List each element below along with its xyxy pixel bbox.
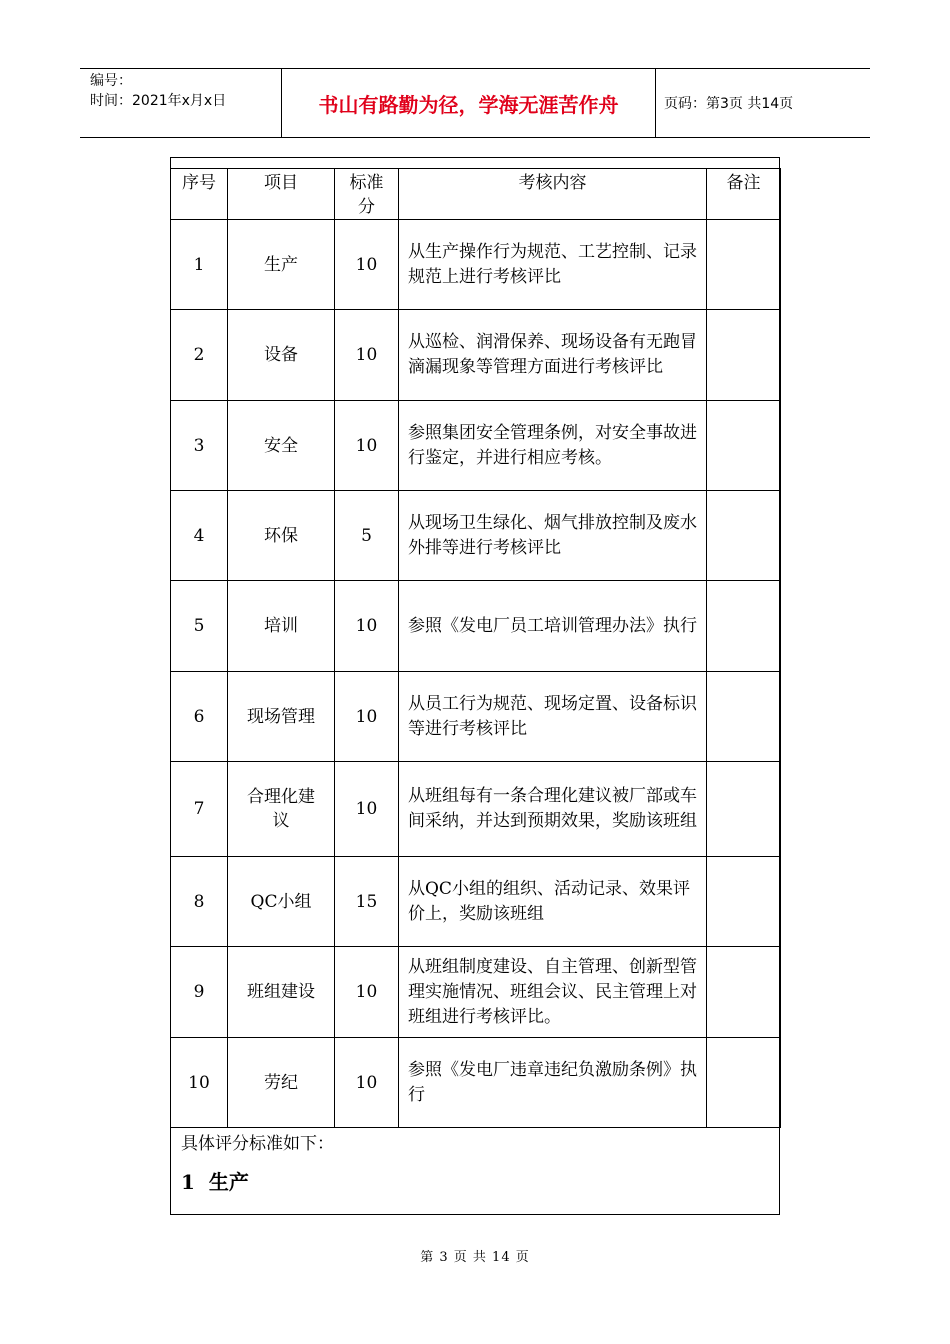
header-meta (80, 69, 282, 137)
row-no: 6 (171, 672, 228, 762)
header-item: 项目 (228, 169, 335, 220)
row-no: 3 (171, 401, 228, 491)
row-no: 10 (171, 1038, 228, 1128)
row-item: 劳纪 (228, 1038, 335, 1128)
table-row (171, 220, 781, 310)
row-item: 合理化建议 (228, 762, 335, 857)
time-label: 时间：2021年x月x日 (90, 93, 227, 109)
header-page-info: 页码：第3页 共14页 (664, 96, 794, 112)
row-remark (707, 401, 781, 491)
row-no: 7 (171, 762, 228, 857)
table-row (171, 672, 781, 762)
table-row (171, 947, 781, 1038)
row-score: 10 (335, 672, 399, 762)
row-score: 5 (335, 491, 399, 581)
row-remark (707, 491, 781, 581)
row-remark (707, 581, 781, 672)
row-no: 5 (171, 581, 228, 672)
row-score: 10 (335, 1038, 399, 1128)
table-row (171, 401, 781, 491)
page-footer: 第 3 页 共 14 页 (420, 1250, 530, 1265)
row-content: 从员工行为规范、现场定置、设备标识等进行考核评比 (399, 672, 707, 762)
header-content: 考核内容 (399, 169, 707, 220)
header-no: 序号 (171, 169, 228, 220)
header-remark: 备注 (707, 169, 781, 220)
table-row (171, 762, 781, 857)
row-score: 10 (335, 762, 399, 857)
row-no: 4 (171, 491, 228, 581)
row-content: 参照《发电厂违章违纪负激励条例》执行 (399, 1038, 707, 1128)
row-remark (707, 857, 781, 947)
row-remark (707, 672, 781, 762)
section-title: 生产 (208, 1170, 249, 1194)
assessment-table (170, 168, 781, 1128)
row-score: 15 (335, 857, 399, 947)
row-remark (707, 762, 781, 857)
row-content: 从巡检、润滑保养、现场设备有无跑冒滴漏现象等管理方面进行考核评比 (399, 310, 707, 401)
row-item: 设备 (228, 310, 335, 401)
row-remark (707, 947, 781, 1038)
row-item: 生产 (228, 220, 335, 310)
row-item: 安全 (228, 401, 335, 491)
header-score: 标准分 (335, 169, 399, 220)
table-row (171, 581, 781, 672)
table-row (171, 1038, 781, 1128)
row-remark (707, 310, 781, 401)
table-row (171, 491, 781, 581)
row-score: 10 (335, 581, 399, 672)
row-item: QC小组 (228, 857, 335, 947)
row-item: 培训 (228, 581, 335, 672)
row-content: 参照《发电厂员工培训管理办法》执行 (399, 581, 707, 672)
row-score: 10 (335, 220, 399, 310)
row-no: 8 (171, 857, 228, 947)
row-no: 1 (171, 220, 228, 310)
header-motto: 书山有路勤为径，学海无涯苦作舟 (282, 69, 656, 137)
row-score: 10 (335, 310, 399, 401)
row-no: 9 (171, 947, 228, 1038)
scoring-intro: 具体评分标准如下： (181, 1134, 334, 1154)
row-item: 现场管理 (228, 672, 335, 762)
row-item: 环保 (228, 491, 335, 581)
section-heading (181, 1166, 249, 1195)
number-label: 编号： (90, 73, 132, 89)
row-item: 班组建设 (228, 947, 335, 1038)
row-remark (707, 220, 781, 310)
row-content: 参照集团安全管理条例，对安全事故进行鉴定，并进行相应考核。 (399, 401, 707, 491)
section-number: 1 (181, 1170, 195, 1194)
row-no: 2 (171, 310, 228, 401)
table-row (171, 857, 781, 947)
row-content: 从现场卫生绿化、烟气排放控制及废水外排等进行考核评比 (399, 491, 707, 581)
page-header (80, 68, 870, 138)
row-content: 从班组制度建设、自主管理、创新型管理实施情况、班组会议、民主管理上对班组进行考核评比。 (399, 947, 707, 1038)
row-content: 从QC小组的组织、活动记录、效果评价上，奖励该班组 (399, 857, 707, 947)
table-row (171, 310, 781, 401)
table-header-row (171, 169, 781, 220)
row-content: 从生产操作行为规范、工艺控制、记录规范上进行考核评比 (399, 220, 707, 310)
row-score: 10 (335, 401, 399, 491)
row-score: 10 (335, 947, 399, 1038)
row-content: 从班组每有一条合理化建议被厂部或车间采纳，并达到预期效果，奖励该班组 (399, 762, 707, 857)
row-remark (707, 1038, 781, 1128)
